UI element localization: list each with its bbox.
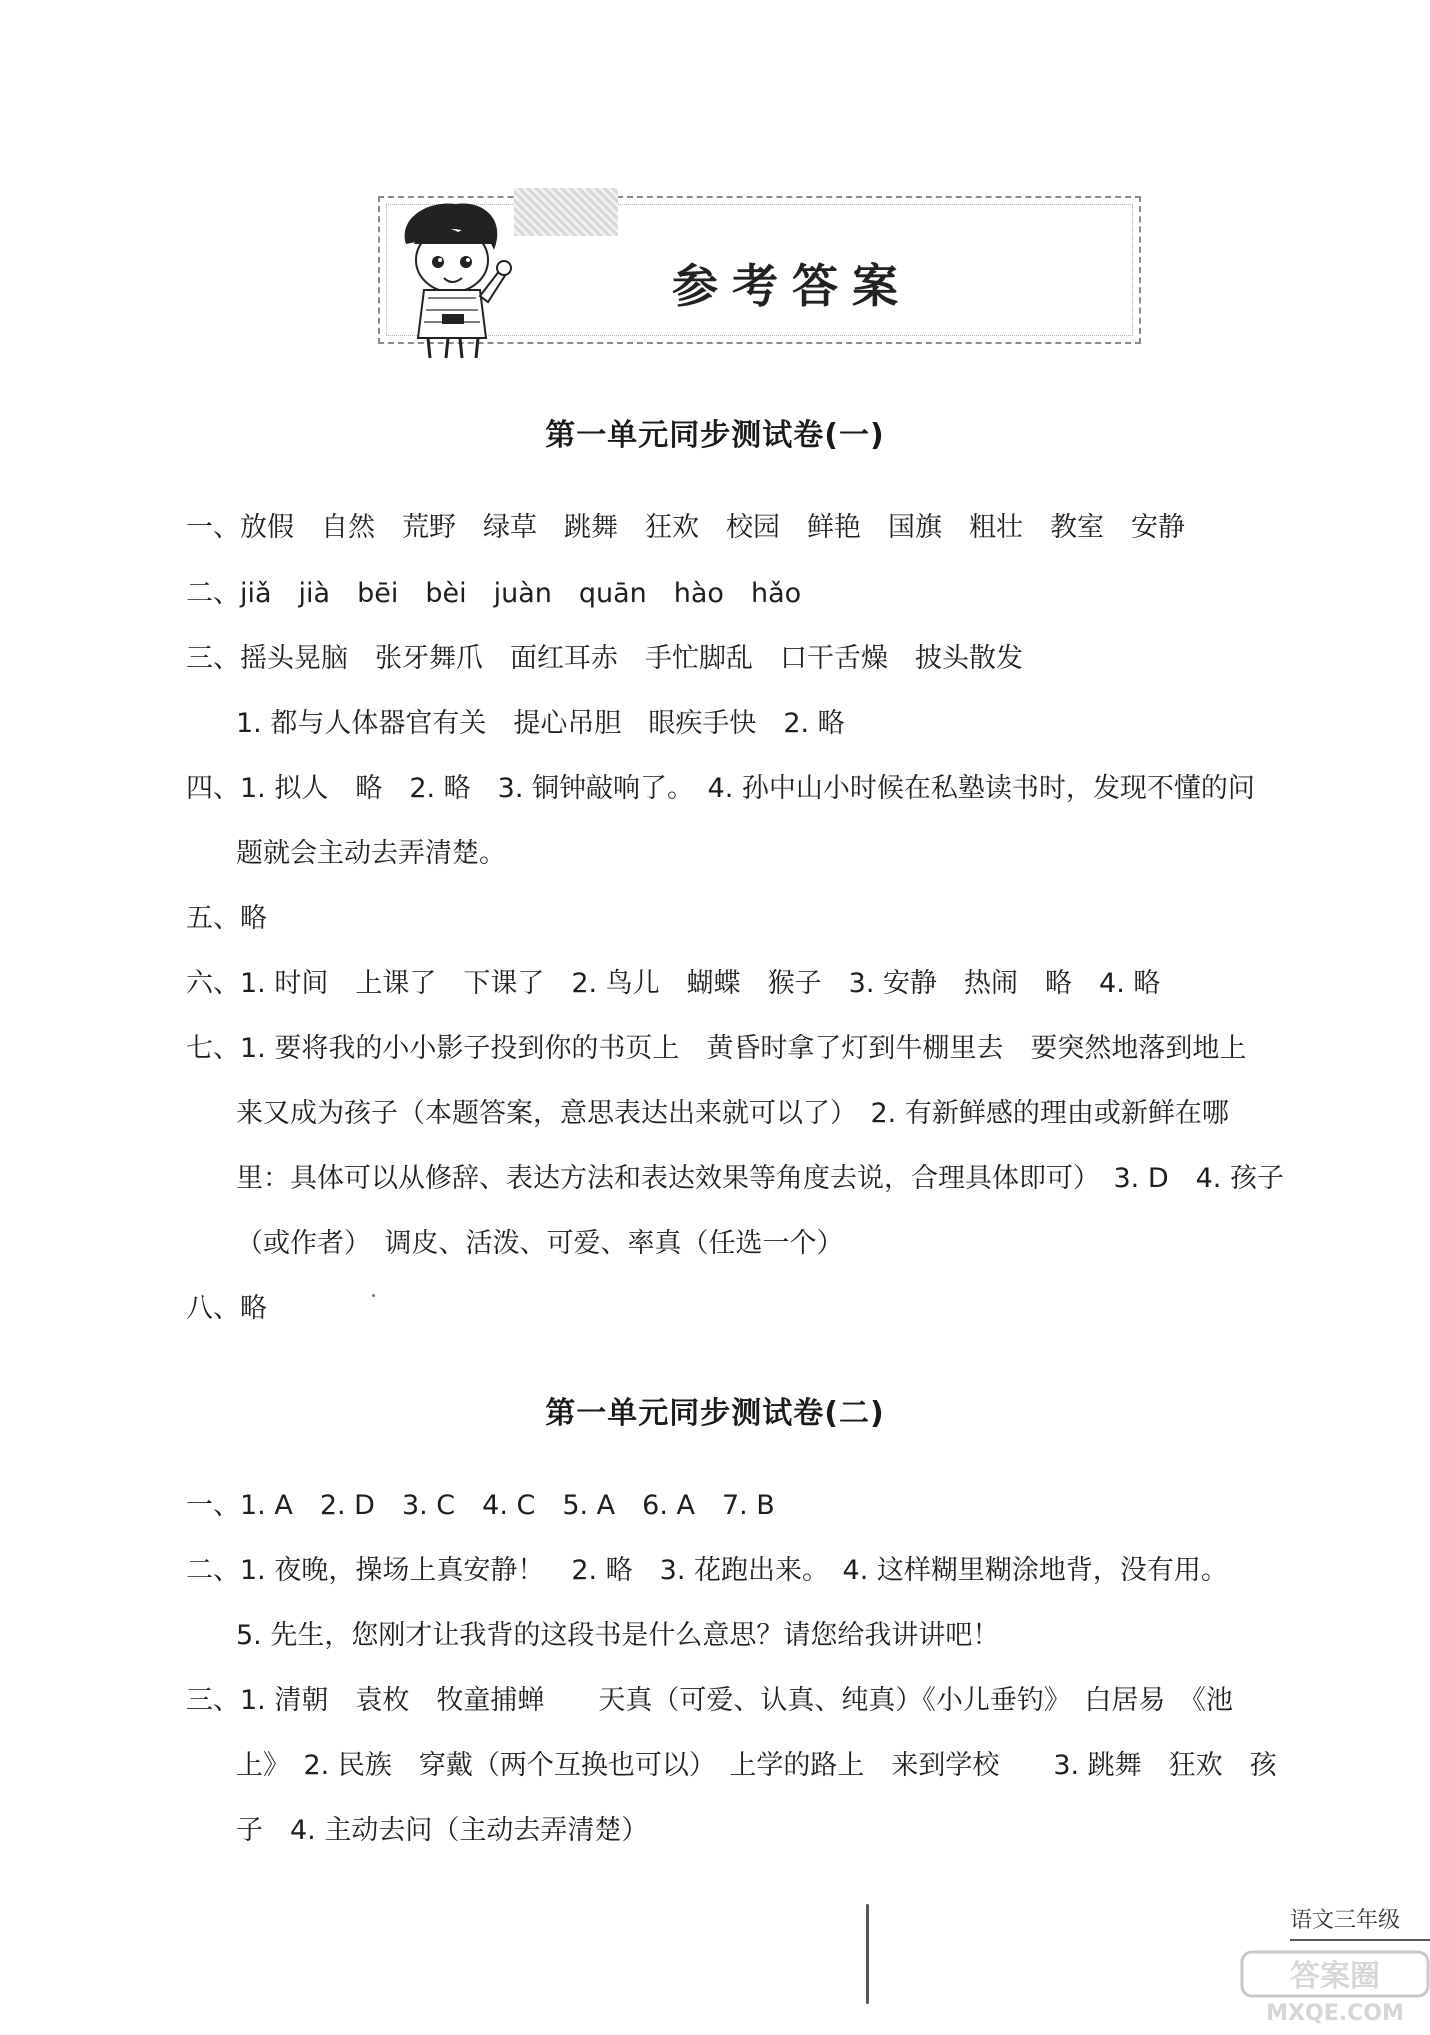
answer-line: 三、摇头晃脑 张牙舞爪 面红耳赤 手忙脚乱 口干舌燥 披头散发 [186,643,1023,674]
answer-line: 一、1. A 2. D 3. C 4. C 5. A 6. A 7. B [186,1490,775,1521]
answer-line: 八、略 [186,1293,267,1324]
pen-mark [866,1904,869,2004]
answer-line: 七、1. 要将我的小小影子投到你的书页上 黄昏时拿了灯到牛棚里去 要突然地落到地上 [186,1033,1247,1064]
watermark-brand: 答案圈 [1290,1959,1380,1994]
answer-key-banner [378,196,1141,344]
watermark-url: MXQE.COM [1266,2001,1404,2026]
answer-line: 六、1. 时间 上课了 下课了 2. 鸟儿 蝴蝶 猴子 3. 安静 热闹 略 4. 略 [186,968,1161,999]
answer-line: （或作者） 调皮、活泼、可爱、率真（任选一个） [236,1228,844,1259]
answer-line: 二、1. 夜晚，操场上真安静！ 2. 略 3. 花跑出来。 4. 这样糊里糊涂地背，没有用。 [186,1555,1228,1586]
banner-texture-decoration [514,188,618,236]
answer-line: 里：具体可以从修辞、表达方法和表达效果等角度去说，合理具体即可） 3. D 4. 孩子 [236,1163,1284,1194]
answer-line: 来又成为孩子（本题答案，意思表达出来就可以了） 2. 有新鲜感的理由或新鲜在哪 [236,1098,1229,1129]
answer-line: 二、jiǎ jià bēi bèi juàn quān hào hǎo [186,578,802,609]
answer-line: 1. 都与人体器官有关 提心吊胆 眼疾手快 2. 略 [236,708,845,739]
answer-line: 一、放假 自然 荒野 绿草 跳舞 狂欢 校园 鲜艳 国旗 粗壮 教室 安静 [186,512,1185,543]
page-title: 参考答案 [672,259,912,313]
stray-dot [372,1294,375,1297]
answer-line: 5. 先生，您刚才让我背的这段书是什么意思？请您给我讲讲吧！ [236,1620,1000,1651]
answer-line: 三、1. 清朝 袁枚 牧童捕蝉 天真（可爱、认真、纯真）《小儿垂钓》 白居易 《池 [186,1685,1233,1716]
footer-tab: 语文三年级 [1290,1903,1430,1941]
watermark-logo-icon [1240,1948,1430,2028]
answer-line: 五、略 [186,903,267,934]
answer-line: 上》 2. 民族 穿戴（两个互换也可以） 上学的路上 来到学校 3. 跳舞 狂欢 孩 [236,1750,1277,1781]
answer-line: 四、1. 拟人 略 2. 略 3. 铜钟敲响了。 4. 孙中山小时候在私塾读书时，发现不懂的问 [186,773,1255,804]
answer-line: 题就会主动去弄清楚。 [236,838,506,869]
answer-line: 子 4. 主动去问（主动去弄清楚） [236,1815,649,1846]
section-title-unit1-test2: 第一单元同步测试卷(二) [545,1396,885,1431]
boy-mascot-icon [388,198,516,362]
section-title-unit1-test1: 第一单元同步测试卷(一) [545,418,885,453]
